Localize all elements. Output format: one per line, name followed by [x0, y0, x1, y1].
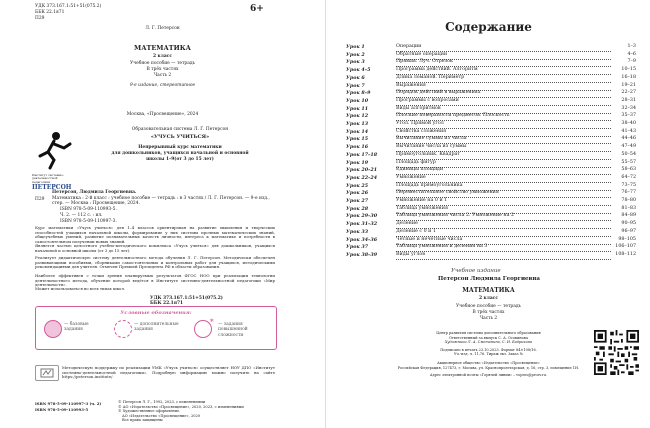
- toc-title: Угол. Прямой угол: [396, 120, 611, 129]
- isbn-part: ISBN 978-5-09-110997-3.: [60, 219, 117, 224]
- imprint-line-8: Адрес электронной почты «Горячей линии» – vopros@prosv.ru.: [429, 373, 548, 378]
- description-4: Наиболее эффективен с точки зрения планируемых результатов ФГОС НОО при реализации технологии деятельностного метода, обучение которой ведётся в Институте системно-деятельностной педагогики «Мир деятельности».: [35, 273, 275, 288]
- toc-lesson: Урок 12: [346, 113, 369, 120]
- toc-title: Вычитание числа из суммы: [396, 143, 611, 152]
- toc-lesson: Урок 37: [346, 244, 369, 251]
- catalog-code: П29: [35, 16, 45, 21]
- toc-lesson: Урок 10: [346, 97, 369, 104]
- toc-title: Таблица умножения: [396, 205, 611, 214]
- isbn-line-1: ISBN 978-5-09-110997-3 (ч. 2): [35, 401, 102, 406]
- toc-lesson: Урок 19: [346, 159, 369, 166]
- imprint-title: МАТЕМАТИКА: [462, 287, 515, 294]
- catalog-p29: П29: [35, 197, 45, 202]
- copy-2: © АО «Издательство «Просвещение», 2020, 2023, с изменениями: [118, 404, 244, 409]
- age-rating: 6+: [250, 4, 264, 14]
- legend-box: [35, 306, 277, 350]
- catalog-text: Математика : 2-й класс : учебное пособие — тетрадь : в 3 частях / Л. Г. Петерсон. — 9-е изд., стер. — Москва : Просвещение, 2024.: [52, 196, 270, 207]
- subtitle-2: В трёх частях: [146, 67, 179, 72]
- imprint-line-2: Ответственный за выпуск С. А. Осокинова: [449, 335, 528, 340]
- toc-pages: 108–112: [615, 251, 636, 257]
- toc-lesson: Урок 29–30: [346, 213, 378, 220]
- toc-lesson: Урок 28: [346, 205, 369, 212]
- toc-title: Плоские поверхности предметов. Плоскость: [396, 112, 611, 121]
- toc-title: Таблица умножения числа 2. Умножение на 2: [396, 212, 611, 221]
- toc-lesson: Урок 22–24: [346, 174, 378, 181]
- imprint-grade: 2 класс: [478, 296, 499, 301]
- subtitle-1: Учебное пособие — тетрадь: [130, 61, 195, 66]
- system-name: Образовательная система Л. Г. Петерсон: [131, 127, 229, 132]
- toc-title: Выражения: [396, 82, 611, 91]
- toc-lesson: Урок 33: [346, 228, 369, 235]
- toc-lesson: Урок 25: [346, 182, 369, 189]
- imprint-sub-1: Учебное пособие — тетрадь: [456, 304, 521, 309]
- star-icon: *: [210, 317, 214, 326]
- toc-pages: 35–37: [621, 113, 636, 119]
- contents-page: [325, 0, 650, 428]
- imprint-line-1: Центр развития системы дополнительного образования: [436, 331, 541, 335]
- copy-1: © Петерсон Л. Г., 1992, 2023, с изменениями: [118, 400, 206, 404]
- toc-pages: 16–18: [621, 74, 636, 80]
- logo-name: ПЕТЕРСОН: [32, 184, 72, 192]
- author-small: Л. Г. Петерсон: [145, 26, 180, 31]
- toc-pages: 32–34: [621, 105, 636, 111]
- bbk-code: ББК 22.1я71: [35, 10, 65, 15]
- imprint-block: [366, 331, 611, 378]
- toc-title: Деление с 0 и 1: [396, 228, 611, 237]
- bbk-bottom: ББК 22.1я71: [150, 301, 184, 306]
- copy-3: © Художественное оформление.: [118, 409, 181, 413]
- toc-lesson: Урок 27: [346, 198, 369, 204]
- toc-lesson: Урок 7: [346, 82, 365, 89]
- toc-lesson: Урок 38–39: [346, 251, 378, 258]
- course-1: Непрерывный курс математики: [138, 145, 222, 150]
- toc-title: Умножение: [396, 174, 611, 183]
- toc-title: Площадь прямоугольника: [396, 182, 611, 191]
- toc-pages: 4–6: [627, 51, 636, 57]
- toc-pages: 50–54: [621, 151, 636, 157]
- toc-lesson: Урок 4–5: [346, 67, 371, 74]
- toc-pages: 73–75: [621, 182, 636, 188]
- toc-title: Чётные и нечётные числа: [396, 236, 611, 245]
- imprint-line-6: Акционерное общество «Издательство «Просвещение»: [437, 360, 540, 365]
- toc-title: Обратные операции: [396, 51, 611, 60]
- contents-heading: Содержание: [445, 20, 532, 34]
- toc-lesson: Урок 13: [346, 121, 369, 127]
- toc-pages: 78–80: [621, 198, 636, 203]
- imprint-sub-2: В трёх частях: [472, 310, 505, 315]
- toc-pages: 55–57: [621, 159, 636, 165]
- toc-title: Программы с вопросами: [396, 97, 611, 106]
- legend-base: — базовые задания: [64, 322, 89, 333]
- toc-pages: 22–27: [621, 90, 636, 96]
- method-note: Методическую поддержку по реализации УМК «Учусь учиться» осуществляет НОУ ДПО «Институт системно-деятельностной педагогики». Подробную информацию можно получить на сайте https://peterson.institute/.: [62, 365, 275, 380]
- catalog-author: Петерсон, Людмила Георгиевна.: [52, 190, 137, 195]
- udk-code: УДК 373.167.1:51+51(075.2): [35, 4, 102, 9]
- description-1: Курс математики «Учусь учиться» для 1–4 классов ориентирован на развитие мышления и творческих способностей учащихся начальной школы, формирование у них системы прочных математических знаний, общеучебных умений, развитие познавательных качеств личности, интереса к математике и потребности в самостоятельном получении новых знаний.: [35, 225, 275, 244]
- toc-lesson: Урок 16: [346, 144, 369, 151]
- base-task-icon: [44, 320, 62, 338]
- toc-lesson: Урок 14: [346, 128, 369, 135]
- toc-title: Программа действий. Алгоритм: [396, 66, 611, 75]
- toc-pages: 19–21: [621, 82, 636, 88]
- copy-4: АО «Издательство «Просвещение», 2020: [122, 413, 201, 418]
- club-badge: [35, 365, 59, 381]
- toc-pages: 84–89: [621, 213, 636, 219]
- badge-icon: [40, 368, 54, 378]
- toc-pages: 98–105: [618, 236, 636, 242]
- toc-title: Умножение на 0 и 1: [396, 197, 611, 206]
- toc-lesson: Урок 34–36: [346, 236, 378, 243]
- legend-extra: — дополнительные задания: [134, 322, 179, 333]
- legend-title: Условные обозначения:: [120, 310, 192, 316]
- toc-pages: 96–97: [621, 228, 636, 234]
- toc-title: Порядок действий в выражениях: [396, 89, 611, 98]
- toc-pages: 10–15: [621, 67, 636, 73]
- description-2: Является частью целостного учебно-методического комплекса «Учусь учиться» для дошкольников, учащихся начальной и основной школы (от 3 до 15 лет).: [35, 243, 275, 253]
- imprint-line-3: Художники Л. А. Сметанина, С. И. Бодрихина: [444, 340, 533, 345]
- isbn-line-2: ISBN 978-5-09-110993-5: [35, 407, 89, 412]
- toc-pages: 41–43: [621, 128, 636, 134]
- book-title: МАТЕМАТИКА: [134, 44, 191, 52]
- toc-pages: 64–72: [621, 174, 636, 180]
- edition: 9-е издание, стереотипное: [129, 83, 196, 88]
- toc-pages: 44–46: [621, 136, 636, 142]
- toc-lesson: Урок 6: [346, 74, 365, 81]
- toc-lesson: Урок 15: [346, 136, 369, 143]
- logo-caption: Институт системно-деятельностной педагогики: [32, 173, 64, 184]
- toc-lesson: Урок 26: [346, 190, 369, 197]
- toc-pages: 76–77: [621, 190, 636, 196]
- course-3: школы 1–9(от 3 до 15 лет): [146, 157, 214, 162]
- toc-pages: 47–49: [621, 144, 636, 150]
- toc-lesson: Урок 8–9: [346, 90, 371, 97]
- toc-pages: 90–95: [621, 221, 636, 227]
- toc-lesson: Урок 17–18: [346, 151, 378, 158]
- imprint-line-7: Российская Федерация, 127473, г. Москва, ул. Краснопролетарская, д. 16, стр. 3, помещение 1Н.: [397, 365, 580, 370]
- toc-lesson: Урок 3: [346, 59, 365, 66]
- toc-pages: 28–31: [621, 97, 636, 103]
- toc-title: Единицы площади: [396, 166, 611, 175]
- legend-hard: — задания повышенной сложности: [218, 322, 248, 338]
- part: Часть 2: [153, 73, 172, 78]
- toc-title: Операции: [396, 43, 611, 52]
- imprint-part: Часть 2: [479, 316, 498, 321]
- city-year: Москва, «Просвещение», 2024: [126, 112, 199, 117]
- toc-title: Виды алгоритмов: [396, 105, 611, 114]
- isbn-main: ISBN 978-5-09-110993-5.: [60, 207, 117, 212]
- edition-label: Учебное издание: [451, 268, 501, 274]
- grade: 2 класс: [152, 54, 173, 59]
- toc-lesson: Урок 2: [346, 51, 365, 58]
- imprint-line-4: Подписано в печать 23.10.2023. Формат 84×108/16.: [440, 347, 537, 352]
- toc-pages: 1–3: [627, 44, 636, 49]
- qr-code-icon: [594, 330, 639, 375]
- extra-task-icon: [114, 320, 132, 338]
- imprint-line-5: Уч.-изд. л. 11,76. Тираж экз. Заказ №: [454, 352, 523, 357]
- toc-title: Переместительное свойство умножения: [396, 189, 611, 198]
- toc-lesson: Урок 20–21: [346, 167, 378, 174]
- toc-lesson: Урок 11: [346, 105, 369, 112]
- toc-title: Вычитание суммы из числа: [396, 135, 611, 144]
- program-name: «УЧУСЬ УЧИТЬСЯ»: [150, 134, 210, 140]
- course-2: для дошкольников, учащихся начальной и основной: [111, 151, 249, 156]
- toc-lesson: Урок 31–32: [346, 221, 378, 228]
- toc-row: [346, 251, 636, 259]
- toc-title: Прямоугольник. Квадрат: [396, 151, 611, 160]
- toc-title: Прямая. Луч. Отрезок: [396, 58, 611, 67]
- toc-title: Виды углов: [396, 251, 611, 260]
- part-info: Ч. 2. — 112 с. : ил.: [60, 213, 103, 218]
- toc-lesson: Урок 1: [346, 44, 365, 50]
- toc-title: Деление: [396, 220, 611, 229]
- copy-5: Все права защищены: [122, 418, 163, 422]
- toc-pages: 58–63: [621, 167, 636, 173]
- toc-title: Длина ломаной. Периметр: [396, 74, 611, 83]
- description-3: Реализует дидактическую систему деятельностного метода обучения Л. Г. Петерсон. Методически обеспечен развивающими пособиями, сборниками самостоятельных и контрольных работ для учащихся, методическими рекомендациями для учителя. Отмечен Премией Президента РФ в области образования.: [35, 255, 275, 270]
- toc-title: Таблица умножения и деления на 3: [396, 243, 611, 252]
- description-5: Может использоваться во всех типах школ.: [35, 286, 126, 291]
- author-full: Петерсон Людмила Георгиевна: [438, 276, 540, 282]
- toc-pages: 38–40: [621, 121, 636, 126]
- toc-title: Площадь фигур: [396, 159, 611, 168]
- toc-title: Свойства сложения: [396, 128, 611, 137]
- toc-pages: 81–83: [621, 205, 636, 211]
- toc-pages: 7–9: [627, 59, 636, 65]
- toc-pages: 106–107: [615, 244, 636, 250]
- udk-bottom: УДК 373.167.1:51+51(075.2): [150, 296, 223, 301]
